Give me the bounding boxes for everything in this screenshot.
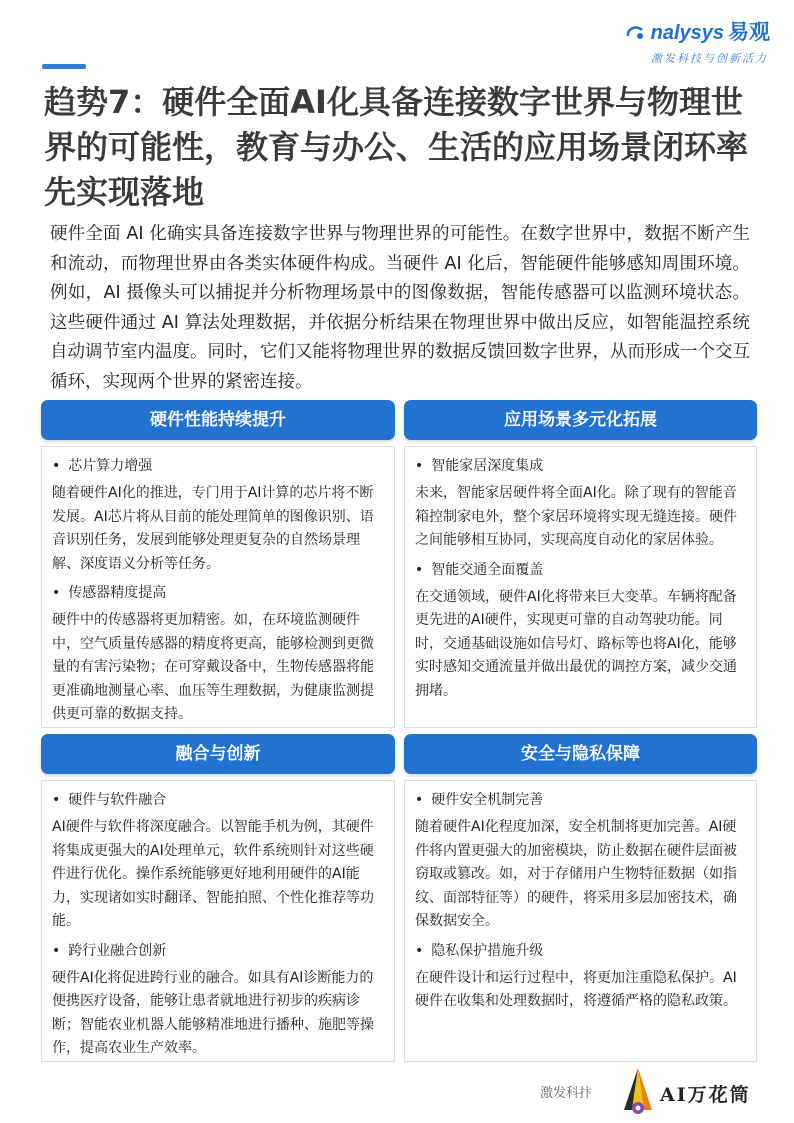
logo-brand-cn: 易观 [728, 21, 770, 44]
card-header-application-scenarios: 应用场景多元化拓展 [404, 400, 757, 440]
kaleidoscope-logo-icon [618, 1066, 658, 1118]
analysys-logo [620, 16, 770, 68]
card-item-text: 硬件AI化将促进跨行业的融合。如具有AI诊断能力的便携医疗设备，能够让患者就地进行初步的疾病诊断；智能农业机器人能够精准地进行播种、施肥等操作，提高农业生产效率。 [52, 969, 374, 1056]
bullet-icon: • [52, 792, 61, 808]
accent-bar [42, 64, 86, 69]
card-item-text: 在硬件设计和运行过程中，将更加注重隐私保护。AI硬件在收集和处理数据时，将遵循严格的隐私政策。 [415, 969, 737, 1009]
card-item-title: • 硬件安全机制完善 [415, 792, 544, 808]
bullet-icon: • [415, 942, 424, 959]
card-application-scenarios [404, 446, 757, 728]
bullet-icon: • [52, 458, 61, 474]
card-item-title: • 芯片算力增强 [52, 458, 153, 474]
card-item-text: 随着硬件AI化程度加深，安全机制将更加完善。AI硬件将内置更强大的加密模块，防止数据在硬件层面被窃取或篡改。如，对于存储用户生物特征数据（如指纹、面部特征等）的硬件，将采用多层加密技术，确保数据安全。 [415, 819, 737, 929]
card-hardware-performance [41, 446, 395, 728]
bullet-icon: • [415, 792, 424, 808]
card-security-privacy [404, 780, 757, 1062]
footer-text: 激发科抃 [540, 1086, 593, 1101]
card-item-text: 未来，智能家居硬件将全面AI化。除了现有的智能音箱控制家电外，整个家居环境将实现无缝连接。硬件之间能够相互协同，实现高度自动化的家居体验。 [415, 485, 737, 548]
card-fusion-innovation [41, 780, 395, 1062]
card-item-title: • 隐私保护措施升级 [415, 942, 544, 959]
bullet-icon: • [52, 942, 61, 959]
page-title: 趋势7：硬件全面AI化具备连接数字世界与物理世界的可能性，教育与办公、生活的应用场景闭环率先实现落地 [44, 83, 749, 211]
card-item-text: AI硬件与软件将深度融合。以智能手机为例，其硬件将集成更强大的AI处理单元，软件系统则针对这些硬件进行优化。操作系统能够更好地利用硬件的AI能力，实现诸如实时翻译、智能拍照、个性化推荐等功能。 [52, 819, 374, 929]
card-header-hardware-performance: 硬件性能持续提升 [41, 400, 395, 440]
card-item-text: 随着硬件AI化的推进，专门用于AI计算的芯片将不断发展。AI芯片将从目前的能处理简单的图像识别、语音识别任务，发展到能够处理更复杂的自然场景理解、深度语义分析等任务。 [52, 485, 374, 572]
card-header-security-privacy: 安全与隐私保障 [404, 734, 757, 774]
card-item-text: 在交通领域，硬件AI化将带来巨大变革。车辆将配备更先进的AI硬件，实现更可靠的自动驾驶功能。同时，交通基础设施如信号灯、路标等也将AI化，能够实时感知交通流量并做出最优的调控方案，减少交通拥堵。 [415, 588, 737, 699]
logo-swoosh-icon [625, 22, 651, 44]
card-item-title: • 传感器精度提高 [52, 585, 167, 601]
card-header-fusion-innovation: 融合与创新 [41, 734, 395, 774]
bullet-icon: • [52, 585, 61, 601]
bullet-icon: • [415, 458, 424, 474]
footer-brand: AI万花筒 [660, 1084, 751, 1106]
logo-name: nalysys [650, 22, 724, 44]
card-item-title: • 跨行业融合创新 [52, 942, 167, 959]
intro-paragraph: 硬件全面 AI 化确实具备连接数字世界与物理世界的可能性。在数字世界中，数据不断产生和流动，而物理世界由各类实体硬件构成。当硬件 AI 化后，智能硬件能够感知周围环境。例如，AI 摄像头可以捕捉并分析物理场景中的图像数据，智能传感器可以监测环境状态。这些硬件通过 AI 算法处理数据，并依据分析结果在物理世界中做出反应，如智能温控系统自动调节室内温度。同时，它们又能将物理世界的数据反馈回数字世界，从而形成一个交互循环，实现两个世界的紧密连接。 [50, 224, 750, 392]
card-item-title: • 硬件与软件融合 [52, 792, 167, 808]
card-item-text: 硬件中的传感器将更加精密。如，在环境监测硬件中，空气质量传感器的精度将更高，能够检测到更微量的有害污染物；在可穿戴设备中，生物传感器将能更准确地测量心率、血压等生理数据，为健康监测提供更可靠的数据支持。 [52, 612, 374, 722]
card-item-title: • 智能交通全面覆盖 [415, 561, 544, 578]
card-item-title: • 智能家居深度集成 [415, 458, 544, 474]
bullet-icon: • [415, 561, 424, 578]
logo-tagline: 激发科技与创新活力 [651, 52, 768, 65]
